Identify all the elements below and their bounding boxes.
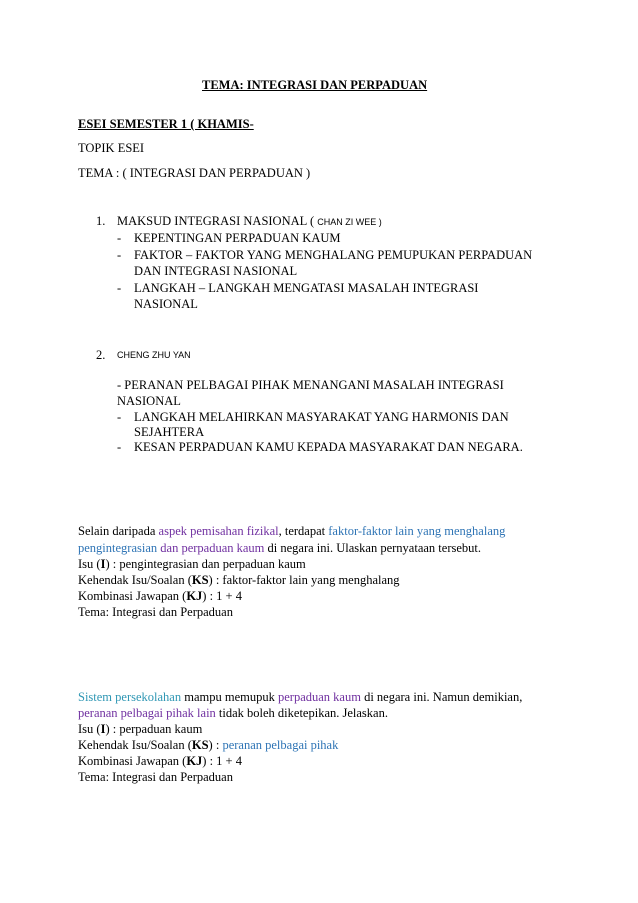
topic-label: TOPIK ESEI [78, 141, 145, 155]
isu-line [78, 557, 306, 572]
bullet-dash: - [117, 231, 122, 245]
label-text: Kehendak Isu/Soalan ( [78, 738, 192, 752]
highlight-segment: peranan pelbagai pihak [222, 738, 339, 752]
value-text: ) : 1 + 4 [202, 754, 242, 768]
highlight-segment: faktor-faktor lain yang menghalang [328, 524, 506, 538]
text-segment: Selain daripada [78, 524, 159, 538]
highlight-segment: dan perpaduan kaum [157, 541, 265, 555]
highlight-segment: Sistem persekolahan [78, 690, 182, 704]
page-title: TEMA: INTEGRASI DAN PERPADUAN [202, 78, 428, 92]
highlight-segment: aspek pemisahan fizikal [158, 524, 279, 538]
section-number: 1. [96, 214, 106, 228]
bullet-dash: - [117, 248, 122, 262]
ks-line [78, 738, 338, 753]
label-text: Kombinasi Jawapan ( [78, 754, 187, 768]
question-line [78, 541, 481, 556]
list-item: - PERANAN PELBAGAI PIHAK MENANGANI MASALAH INTEGRASI [117, 378, 504, 392]
kj-line [78, 754, 242, 769]
isu-line [78, 722, 202, 737]
question-line [78, 690, 522, 705]
list-item: KEPENTINGAN PERPADUAN KAUM [134, 231, 341, 245]
value-text: ) : [208, 738, 223, 752]
value-text: ) : 1 + 4 [202, 589, 242, 603]
label-text: Kombinasi Jawapan ( [78, 589, 187, 603]
section-heading [117, 214, 382, 229]
section-number: 2. [96, 348, 106, 362]
text-segment: tidak boleh diketepikan. Jelaskan. [215, 706, 388, 720]
question-line [78, 706, 388, 721]
text-segment: di negara ini. Ulaskan pernyataan tersebut. [264, 541, 481, 555]
list-item: LANGKAH – LANGKAH MENGATASI MASALAH INTEGRASI [134, 281, 479, 295]
section-author: CHAN ZI WEE ) [317, 217, 382, 227]
value-text: ) : perpaduan kaum [105, 722, 203, 736]
highlight-segment: peranan pelbagai pihak lain [78, 706, 216, 720]
bullet-dash: - [117, 440, 122, 454]
key-text: KJ [186, 754, 203, 768]
value-text: ) : faktor-faktor lain yang menghalang [208, 573, 400, 587]
list-item: LANGKAH MELAHIRKAN MASYARAKAT YANG HARMONIS DAN [134, 410, 509, 424]
text-segment: , terdapat [278, 524, 329, 538]
key-text: I [100, 722, 106, 736]
list-item: KESAN PERPADUAN KAMU KEPADA MASYARAKAT DAN NEGARA. [134, 440, 523, 454]
key-text: KJ [186, 589, 203, 603]
list-item: SEJAHTERA [134, 425, 205, 439]
section-heading-text: MAKSUD INTEGRASI NASIONAL ( [117, 214, 315, 228]
text-segment: di negara ini. Namun demikian, [360, 690, 523, 704]
kj-line [78, 589, 242, 604]
key-text: KS [191, 573, 209, 587]
list-item: NASIONAL [134, 297, 198, 311]
theme-line: TEMA : ( INTEGRASI DAN PERPADUAN ) [78, 166, 311, 180]
label-text: Isu ( [78, 557, 101, 571]
key-text: KS [191, 738, 209, 752]
text-segment: mampu memupuk [181, 690, 278, 704]
list-item: FAKTOR – FAKTOR YANG MENGHALANG PEMUPUKAN PERPADUAN [134, 248, 533, 262]
essay-header: ESEI SEMESTER 1 ( KHAMIS- [78, 117, 254, 131]
bullet-dash: - [117, 410, 122, 424]
bullet-dash: - [117, 281, 122, 295]
ks-line [78, 573, 400, 588]
list-item: DAN INTEGRASI NASIONAL [134, 264, 298, 278]
highlight-segment: pengintegrasian [78, 541, 158, 555]
label-text: Isu ( [78, 722, 101, 736]
list-item: NASIONAL [117, 394, 181, 408]
key-text: I [100, 557, 106, 571]
tema-line: Tema: Integrasi dan Perpaduan [78, 605, 233, 619]
question-line [78, 524, 505, 539]
label-text: Kehendak Isu/Soalan ( [78, 573, 192, 587]
value-text: ) : pengintegrasian dan perpaduan kaum [105, 557, 306, 571]
highlight-segment: perpaduan kaum [277, 690, 361, 704]
section-author: CHENG ZHU YAN [117, 350, 191, 360]
tema-line: Tema: Integrasi dan Perpaduan [78, 770, 233, 784]
